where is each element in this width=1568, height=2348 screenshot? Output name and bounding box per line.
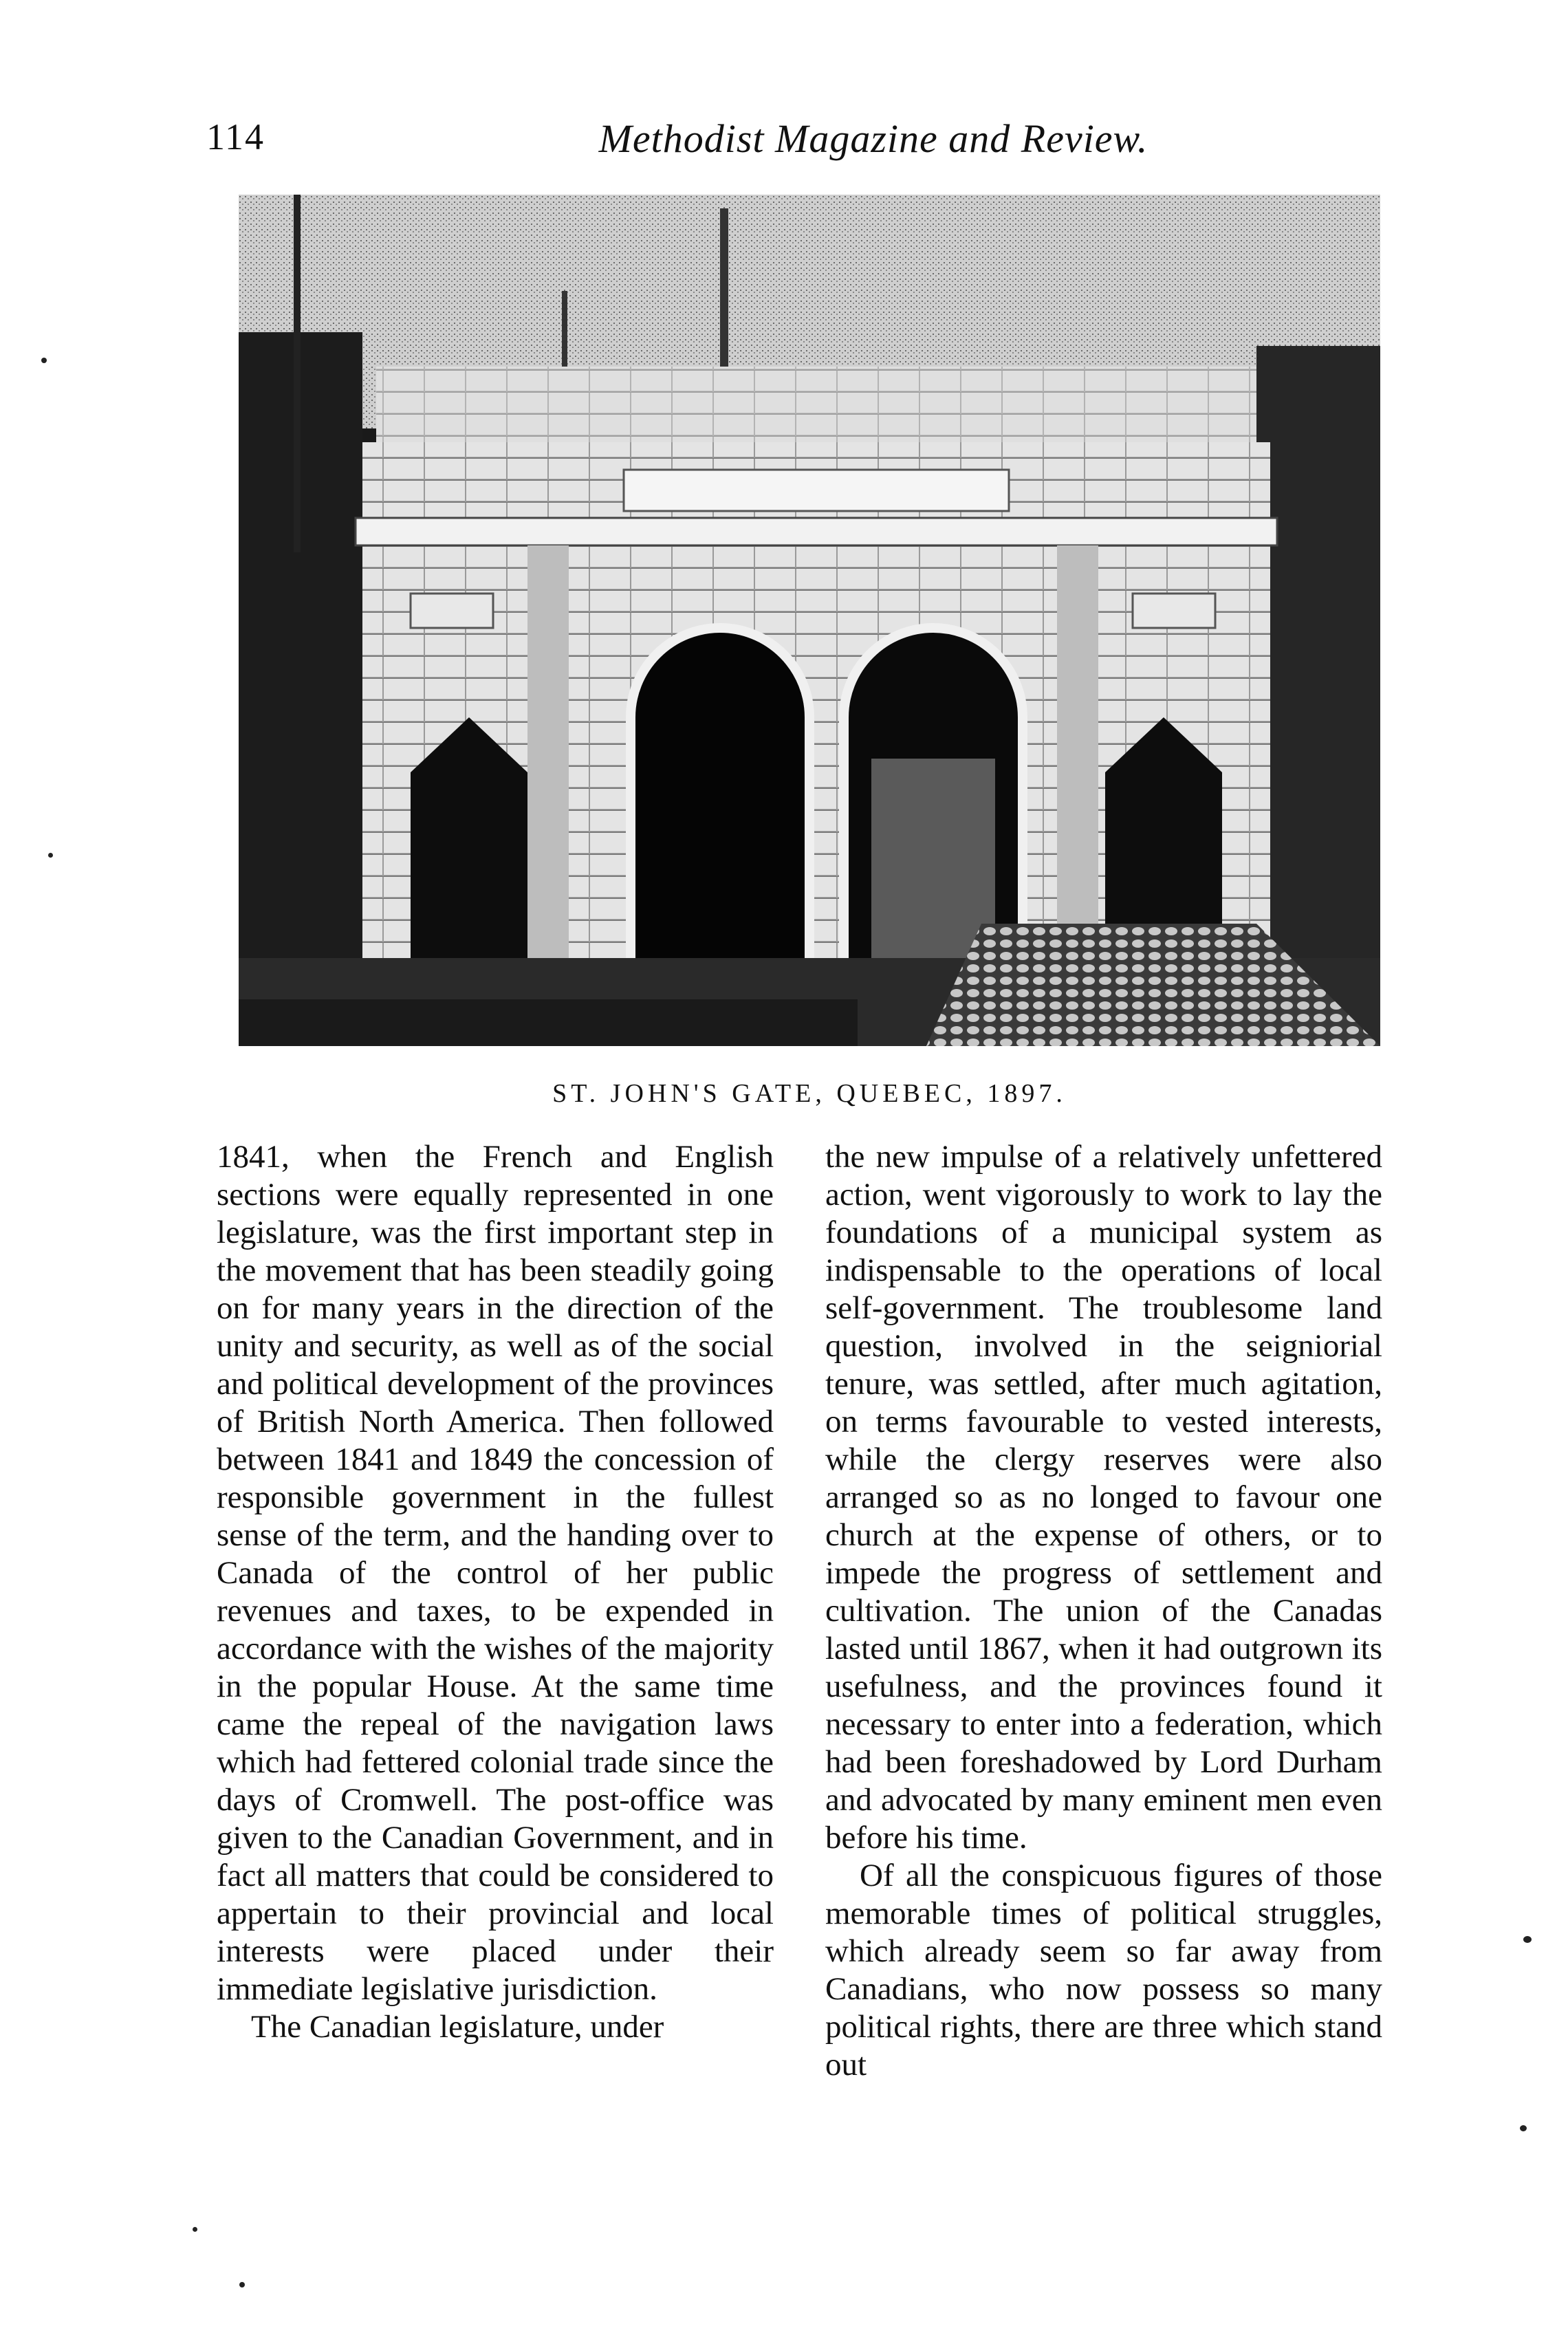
body-paragraph: the new impulse of a relatively unfettered action, went vigorously to work to lay the foundations of a municipal system as indispensable to the operations of local self-government. The troublesome land question, involved in the seigniorial tenure, was settled, after much agitation, on terms favourable to vested interests, while the clergy reserves were also arranged so as no longed to favour one church at the expense of others, or to impede the progress of settlement and cultivation. The union of the Canadas lasted until 1867, when it had outgrown its usefulness, and the provinces found it necessary to enter into a federation, which had been foreshadowed by Lord Durham and advocated by many eminent men even before his time. (825, 1139, 1382, 1856)
scan-speck (41, 358, 47, 363)
body-paragraph: Of all the conspicuous figures of those memorable times of political struggles, which already seem so far away from Canadians, who now possess so many political rights, there are three which stand out (825, 1858, 1382, 2083)
left-column (217, 1138, 774, 2046)
scan-speck (48, 853, 53, 858)
right-column (825, 1138, 1382, 2084)
page-number: 114 (206, 116, 265, 157)
running-head (206, 116, 1417, 164)
scan-speck (239, 2282, 245, 2287)
scan-speck (193, 2227, 197, 2232)
figure-caption: ST. JOHN'S GATE, QUEBEC, 1897. (552, 1079, 1067, 1108)
body-paragraph: The Canadian legislature, under (251, 2009, 664, 2045)
journal-title: Methodist Magazine and Review. (598, 116, 1148, 161)
scan-speck (1520, 2125, 1527, 2131)
photograph-st-johns-gate (239, 195, 1380, 1046)
body-paragraph: 1841, when the French and English sections were equally represented in one legislature, was the first important step in the movement that has been steadily going on for many years in the direction of the unity and security, as well as of the social and political development of the provinces of British North America. Then followed between 1841 and 1849 the concession of responsible government in the fullest sense of the term, and the handing over to Canada of the control of her public revenues and taxes, to be expended in accordance with the wishes of the majority in the popular House. At the same time came the repeal of the navigation laws which had fettered colonial trade since the days of Cromwell. The post-office was given to the Canadian Government, and in fact all matters that could be considered to appertain to their provincial and local interests were placed under their immediate legislative jurisdiction. (217, 1139, 774, 2007)
scan-speck (1523, 1936, 1532, 1943)
